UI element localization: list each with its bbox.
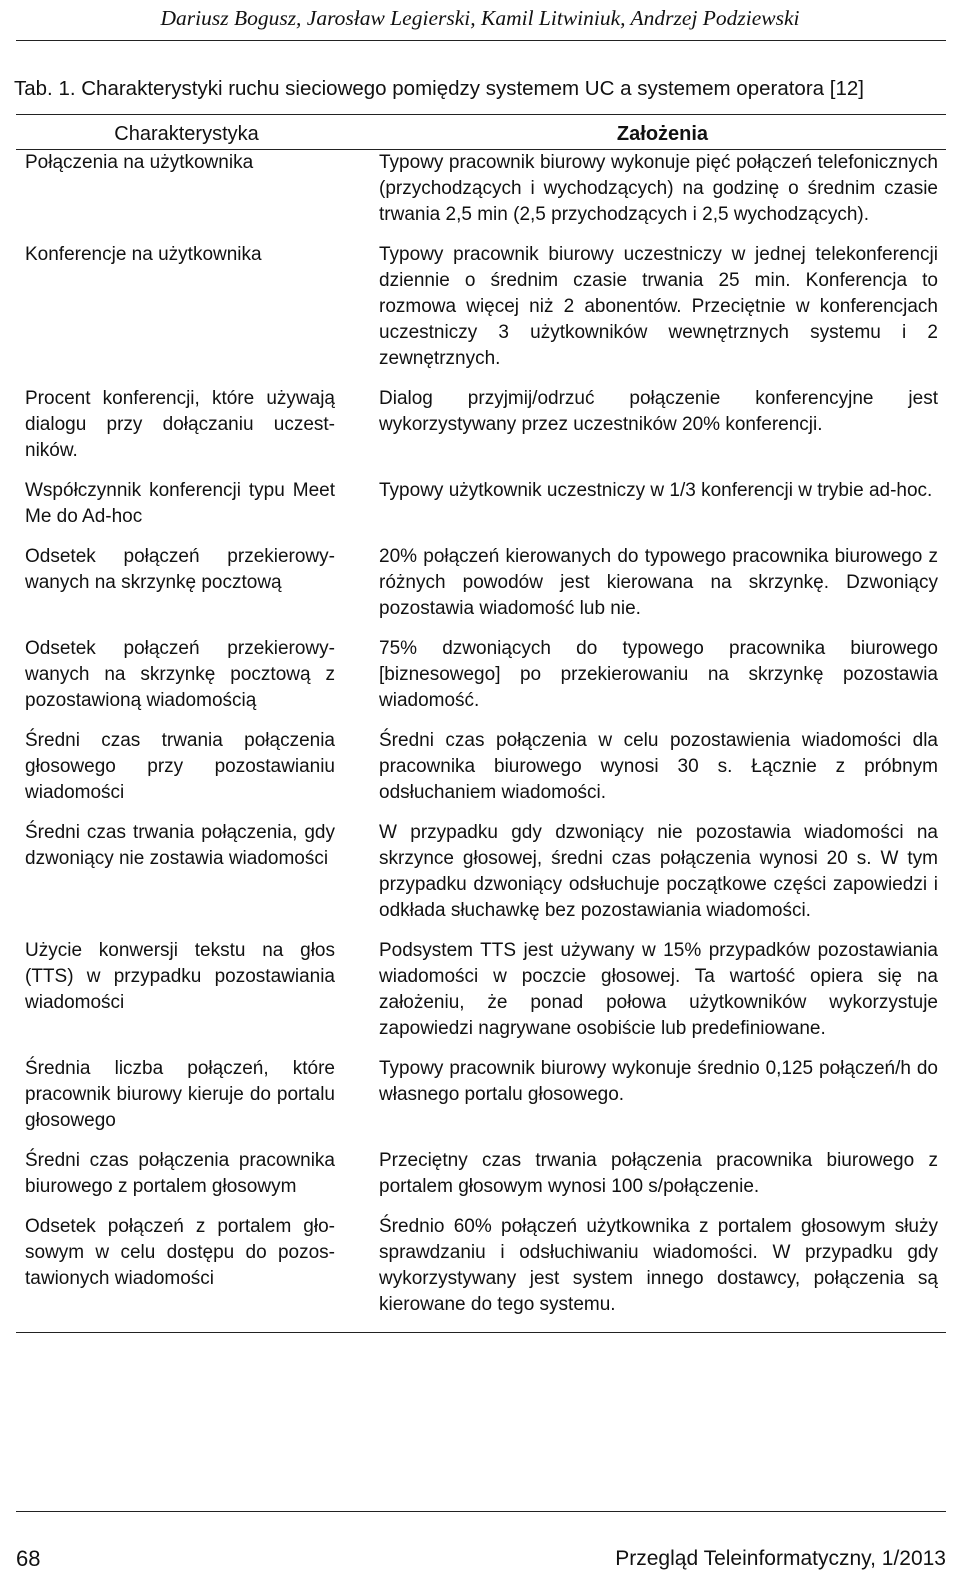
assumption-cell: Średni czas połączenia w celu pozostawienia wiadomości dla pracownika biurowego wynosi 30 s. Łącznie z próbnym odsłuchaniem wiadomości. <box>379 730 938 803</box>
assumption-cell: Dialog przyjmij/odrzuć połączenie konferencyjne jest wykorzystywany przez uczestników 20% konferencji. <box>379 388 938 435</box>
table-row <box>16 1056 946 1148</box>
table-row <box>16 242 946 386</box>
assumption-cell: Typowy pracownik biurowy wykonuje średnio 0,125 połączeń/h do własnego portalu głosowego. <box>379 1058 938 1105</box>
table-header-row <box>16 115 946 150</box>
table-row <box>16 544 946 636</box>
assumption-cell: Typowy pracownik biurowy uczestniczy w jednej telekonferencji dziennie o średnim czasie trwania 25 min. Konferencja to rozmowa więcej niż 2 abonentów. Przeciętnie w konferencjach uczestniczy 3 użytkowników wewnętrznych systemu i 2 zewnętrznych. <box>379 244 938 369</box>
column-header-characteristic: Charakterystyka <box>16 115 357 150</box>
table-row <box>16 728 946 820</box>
assumption-cell: W przypadku gdy dzwoniący nie pozostawia wiadomości na skrzynce głosowej, średni czas połączenia wynosi 20 s. W tym przypadku dzwoniący odsłuchuje początkowe części zapowiedzi i odkłada słuchawkę bez pozostawiania wiadomości. <box>379 822 938 921</box>
characteristic-cell: Współczynnik konferencji typu Meet Me do Ad-hoc <box>25 480 335 527</box>
table-caption: Tab. 1. Charakterystyki ruchu sieciowego pomiędzy systemem UC a systemem operatora [12] <box>14 77 864 100</box>
table-row <box>16 478 946 544</box>
characteristic-cell: Średni czas trwania połączenia głosowego przy pozostawianiu wiadomości <box>25 730 335 803</box>
characteristic-cell: Średni czas połączenia pracownika biurowego z portalem głosowym <box>25 1150 335 1197</box>
table-row <box>16 150 946 243</box>
table-row <box>16 1148 946 1214</box>
assumption-cell: 75% dzwoniących do typowego pracownika biurowego [biznesowego] po przekierowaniu na skrzynkę pozostawia wiadomość. <box>379 638 938 711</box>
header-divider <box>16 40 946 41</box>
assumption-cell: Podsystem TTS jest używany w 15% przypadków pozostawiania wiadomości w poczcie głosowej. Ta wartość opiera się na założeniu, że ponad połowa użytkowników wykorzystuje zapowiedzi nagrywane osobiście lub predefiniowane. <box>379 940 938 1039</box>
characteristic-cell: Konferencje na użytkownika <box>25 244 262 265</box>
assumption-cell: Typowy użytkownik uczestniczy w 1/3 konferencji w trybie ad-hoc. <box>379 480 933 501</box>
footer-divider <box>16 1511 946 1512</box>
table-row <box>16 636 946 728</box>
characteristic-cell: Odsetek połączeń z portalem głosowym w celu dostępu do pozostawionych wiadomości <box>25 1216 335 1289</box>
journal-name: Przegląd Teleinformatyczny, 1/2013 <box>615 1547 946 1570</box>
traffic-characteristics-table <box>16 114 946 1333</box>
table-row <box>16 820 946 938</box>
assumption-cell: Średnio 60% połączeń użytkownika z portalem głosowym służy sprawdzaniu i odsłuchiwaniu wiadomości. W przypadku gdy wykorzystywany jest system innego dostawcy, połączenia są kierowane do tego systemu. <box>379 1216 938 1315</box>
characteristic-cell: Średni czas trwania połączenia, gdy dzwoniący nie zostawia wiadomości <box>25 822 335 869</box>
characteristic-cell: Odsetek połączeń przekierowywanych na skrzynkę pocztową z pozostawioną wiadomością <box>25 638 335 711</box>
characteristic-cell: Średnia liczba połączeń, które pracownik biurowy kieruje do portalu głosowego <box>25 1058 335 1131</box>
table-row <box>16 386 946 478</box>
table-row <box>16 938 946 1056</box>
column-header-assumptions: Założenia <box>357 115 946 150</box>
assumption-cell: Typowy pracownik biurowy wykonuje pięć połączeń telefonicznych (przychodzących i wychodzących) na godzinę o średnim czasie trwania 2,5 min (2,5 przychodzących i 2,5 wychodzących). <box>379 152 938 225</box>
characteristic-cell: Połączenia na użytkownika <box>25 152 254 173</box>
characteristic-cell: Procent konferencji, które używają dialogu przy dołączaniu uczestników. <box>25 388 335 461</box>
assumption-cell: Przeciętny czas trwania połączenia pracownika biurowego z portalem głosowym wynosi 100 s/połączenie. <box>379 1150 938 1197</box>
running-header-authors: Dariusz Bogusz, Jarosław Legierski, Kamil Litwiniuk, Andrzej Podziewski <box>160 6 800 30</box>
characteristic-cell: Odsetek połączeń przekierowywanych na skrzynkę pocztową <box>25 546 335 593</box>
table-row <box>16 1214 946 1333</box>
characteristic-cell: Użycie konwersji tekstu na głos (TTS) w przypadku pozostawiania wiadomości <box>25 940 335 1013</box>
assumption-cell: 20% połączeń kierowanych do typowego pracownika biurowego z różnych powodów jest kierowana na skrzynkę. Dzwoniący pozostawia wiadomość lub nie. <box>379 546 938 619</box>
page-number: 68 <box>16 1546 41 1571</box>
